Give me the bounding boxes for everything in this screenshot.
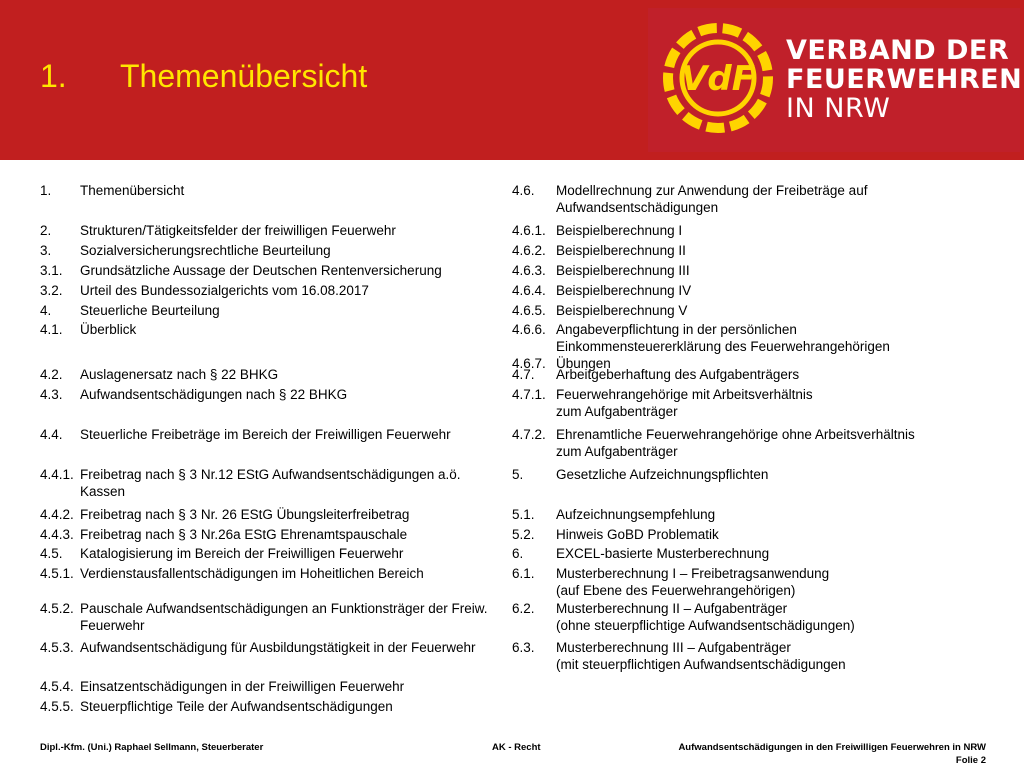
toc-item (512, 222, 1012, 242)
toc-item (512, 466, 1012, 506)
toc-item-line: (mit steuerpflichtigen Aufwandsentschädigungen (556, 657, 846, 672)
toc-item (512, 506, 1012, 526)
toc-item-text: Arbeitgeberhaftung des Aufgabenträgers (556, 367, 800, 382)
toc-item-text: Freibetrag nach § 3 Nr.26a EStG Ehrenamtspauschale (80, 527, 408, 542)
toc-item (40, 698, 490, 718)
toc-item (512, 639, 1012, 678)
toc-item-number: 4.6.4. (512, 283, 546, 298)
toc-item-line: Musterberechnung III – Aufgabenträger (556, 640, 791, 655)
toc-item (40, 678, 490, 698)
toc-item-number: 4.5.5. (40, 699, 74, 714)
toc-item-text: Aufwandsentschädigung für Ausbildungstätigkeit in der Feuerwehr (80, 640, 476, 655)
toc-item-number: 5.1. (512, 507, 535, 522)
slide-title-number: 1. (40, 58, 67, 94)
toc-item-line: (ohne steuerpflichtige Aufwandsentschädigungen) (556, 618, 855, 633)
toc-item-number: 1. (40, 183, 52, 198)
toc-item (40, 600, 490, 639)
toc-item-number: 6.1. (512, 566, 535, 581)
toc-item (40, 565, 490, 600)
logo-text (786, 36, 1022, 123)
toc-item-text: Urteil des Bundessozialgerichts vom 16.08.2017 (80, 283, 369, 298)
toc-item (40, 386, 490, 426)
toc-item (40, 222, 490, 242)
toc-item-number: 6.3. (512, 640, 535, 655)
toc-item-text: Sozialversicherungsrechtliche Beurteilung (80, 243, 331, 258)
toc-item-number: 2. (40, 223, 52, 238)
logo-emblem-text: VdF (681, 59, 755, 99)
toc-item-number: 6.2. (512, 601, 535, 616)
toc-right-column (512, 182, 1012, 678)
toc-item-line: zum Aufgabenträger (556, 444, 678, 459)
toc-item-text: Beispielberechnung IV (556, 283, 692, 298)
toc-item (40, 466, 490, 506)
toc-item-line: zum Aufgabenträger (556, 404, 678, 419)
toc-item-text: EXCEL-basierte Musterberechnung (556, 546, 770, 561)
toc-item-text: Auslagenersatz nach § 22 BHKG (80, 367, 279, 382)
logo-line-2: FEUERWEHREN (786, 64, 1023, 95)
title-bar (0, 0, 1024, 160)
toc-item (512, 565, 1012, 600)
toc-item-number: 4.6.3. (512, 263, 546, 278)
toc-item-number: 6. (512, 546, 524, 561)
toc-item (40, 639, 490, 678)
toc-item-line: Musterberechnung II – Aufgabenträger (556, 601, 788, 616)
footer-section: AK - Recht (492, 742, 541, 753)
toc-item-text: Steuerpflichtige Teile der Aufwandsentschädigungen (80, 699, 393, 714)
toc-item-line: Modellrechnung zur Anwendung der Freibeträge auf (556, 183, 868, 198)
toc-item-number: 4.5.2. (40, 601, 74, 616)
toc-item-text (556, 600, 1012, 639)
toc-item-number: 3. (40, 243, 52, 258)
toc-item-number: 5.2. (512, 527, 535, 542)
toc-item-number: 4.4.2. (40, 507, 74, 522)
toc-item-text (556, 565, 1012, 600)
toc-item (40, 182, 490, 222)
footer-topic: Aufwandsentschädigungen in den Freiwilligen Feuerwehren in NRW (678, 742, 986, 753)
footer-author: Dipl.-Kfm. (Uni.) Raphael Sellmann, Steuerberater (40, 742, 264, 753)
toc-item-number: 4.6.1. (512, 223, 546, 238)
toc-item-line: Feuerwehrangehörige mit Arbeitsverhältnis (556, 387, 813, 402)
logo-line-1: VERBAND DER (786, 35, 1010, 66)
toc-item-number: 4.7.2. (512, 427, 546, 442)
toc-item-line: Einkommensteuererklärung des Feuerwehrangehörigen (556, 339, 890, 354)
toc-item-text: Gesetzliche Aufzeichnungspflichten (556, 467, 769, 482)
toc-item-line: Musterberechnung I – Freibetragsanwendung (556, 566, 830, 581)
toc-item-text: Themenübersicht (80, 183, 185, 198)
toc-item-line: (auf Ebene des Feuerwehrangehörigen) (556, 583, 796, 598)
toc-item (512, 355, 1012, 371)
toc-item (40, 262, 490, 282)
toc-item (40, 545, 490, 565)
footer (0, 740, 1024, 768)
toc-item (512, 366, 1012, 386)
toc-item-number: 4.4. (40, 427, 63, 442)
toc-item-number: 4.6.6. (512, 322, 546, 337)
toc-item-text (556, 426, 1012, 466)
toc-item (512, 282, 1012, 302)
toc-item-number: 4.7. (512, 367, 535, 382)
toc-item (40, 506, 490, 526)
toc-item-number: 4.5.4. (40, 679, 74, 694)
toc-item-text: Überblick (80, 322, 137, 337)
toc-item (40, 282, 490, 302)
toc-item (512, 242, 1012, 262)
toc-item-number: 4.1. (40, 322, 63, 337)
toc-item-number: 4.2. (40, 367, 63, 382)
toc-item (512, 182, 1012, 222)
toc-left-column (40, 182, 490, 718)
toc-item-text (556, 321, 1012, 355)
toc-item (40, 426, 490, 466)
logo (648, 8, 1023, 152)
toc-item-text (556, 182, 1012, 222)
toc-item-number: 4.6.7. (512, 356, 546, 371)
toc-item-number: 4.6.5. (512, 303, 546, 318)
toc-item-text: Aufzeichnungsempfehlung (556, 507, 716, 522)
toc-item-text: Steuerliche Beurteilung (80, 303, 220, 318)
footer-page-number: Folie 2 (955, 755, 986, 766)
toc-item (512, 526, 1012, 545)
logo-line-3: IN NRW (786, 93, 891, 124)
toc-item (40, 302, 490, 321)
toc-item (512, 545, 1012, 565)
toc-item (512, 262, 1012, 282)
toc-item-number: 4.6. (512, 183, 535, 198)
toc-item-text: Verdienstausfallentschädigungen im Hoheitlichen Bereich (80, 566, 424, 581)
toc-item (512, 321, 1012, 355)
toc-item-text: Beispielberechnung I (556, 223, 683, 238)
toc-item-number: 3.1. (40, 263, 63, 278)
toc-item-text: Übungen (556, 356, 611, 371)
toc-item-text (556, 639, 1012, 678)
toc-item-number: 3.2. (40, 283, 63, 298)
toc-item-number: 4.5.3. (40, 640, 74, 655)
toc-item-line: Angabeverpflichtung in der persönlichen (556, 322, 797, 337)
toc-item-number: 4.6.2. (512, 243, 546, 258)
toc-item-number: 4.4.3. (40, 527, 74, 542)
toc-item-text (556, 386, 1012, 426)
toc-item-text: Steuerliche Freibeträge im Bereich der Freiwilligen Feuerwehr (80, 427, 451, 442)
toc-item-text: Grundsätzliche Aussage der Deutschen Rentenversicherung (80, 263, 442, 278)
toc-item-number: 4.7.1. (512, 387, 546, 402)
toc-item-text: Beispielberechnung II (556, 243, 686, 258)
toc-item-text: Hinweis GoBD Problematik (556, 527, 719, 542)
toc-item-text: Strukturen/Tätigkeitsfelder der freiwilligen Feuerwehr (80, 223, 396, 238)
toc-item (40, 366, 490, 386)
toc-item (512, 386, 1012, 426)
toc-item-number: 4.4.1. (40, 467, 74, 482)
toc-item-text: Freibetrag nach § 3 Nr. 26 EStG Übungsleiterfreibetrag (80, 507, 410, 522)
toc-item-number: 5. (512, 467, 524, 482)
toc-item-text: Pauschale Aufwandsentschädigungen an Funktionsträger der Freiw. Feuerwehr (80, 601, 488, 633)
toc-item-number: 4.5. (40, 546, 63, 561)
toc-item-text: Einsatzentschädigungen in der Freiwilligen Feuerwehr (80, 679, 405, 694)
toc-item (40, 242, 490, 262)
vdf-emblem-icon (658, 18, 778, 138)
toc-item-text: Beispielberechnung V (556, 303, 688, 318)
toc-item (40, 321, 490, 366)
toc-item-number: 4.5.1. (40, 566, 74, 581)
toc-item-text: Aufwandsentschädigungen nach § 22 BHKG (80, 387, 348, 402)
toc-item-line: Aufwandsentschädigungen (556, 200, 719, 215)
slide-title (40, 58, 367, 95)
toc-item (40, 526, 490, 545)
toc-item-text: Beispielberechnung III (556, 263, 690, 278)
toc-item-text: Katalogisierung im Bereich der Freiwilligen Feuerwehr (80, 546, 404, 561)
toc-item-number: 4. (40, 303, 52, 318)
toc-item-line: Ehrenamtliche Feuerwehrangehörige ohne Arbeitsverhältnis (556, 427, 915, 442)
toc-item (512, 426, 1012, 466)
slide-title-text: Themenübersicht (120, 58, 368, 94)
toc-item-text: Freibetrag nach § 3 Nr.12 EStG Aufwandsentschädigungen a.ö. Kassen (80, 467, 461, 499)
toc-item (512, 600, 1012, 639)
toc-item-number: 4.3. (40, 387, 63, 402)
toc-item (512, 302, 1012, 321)
